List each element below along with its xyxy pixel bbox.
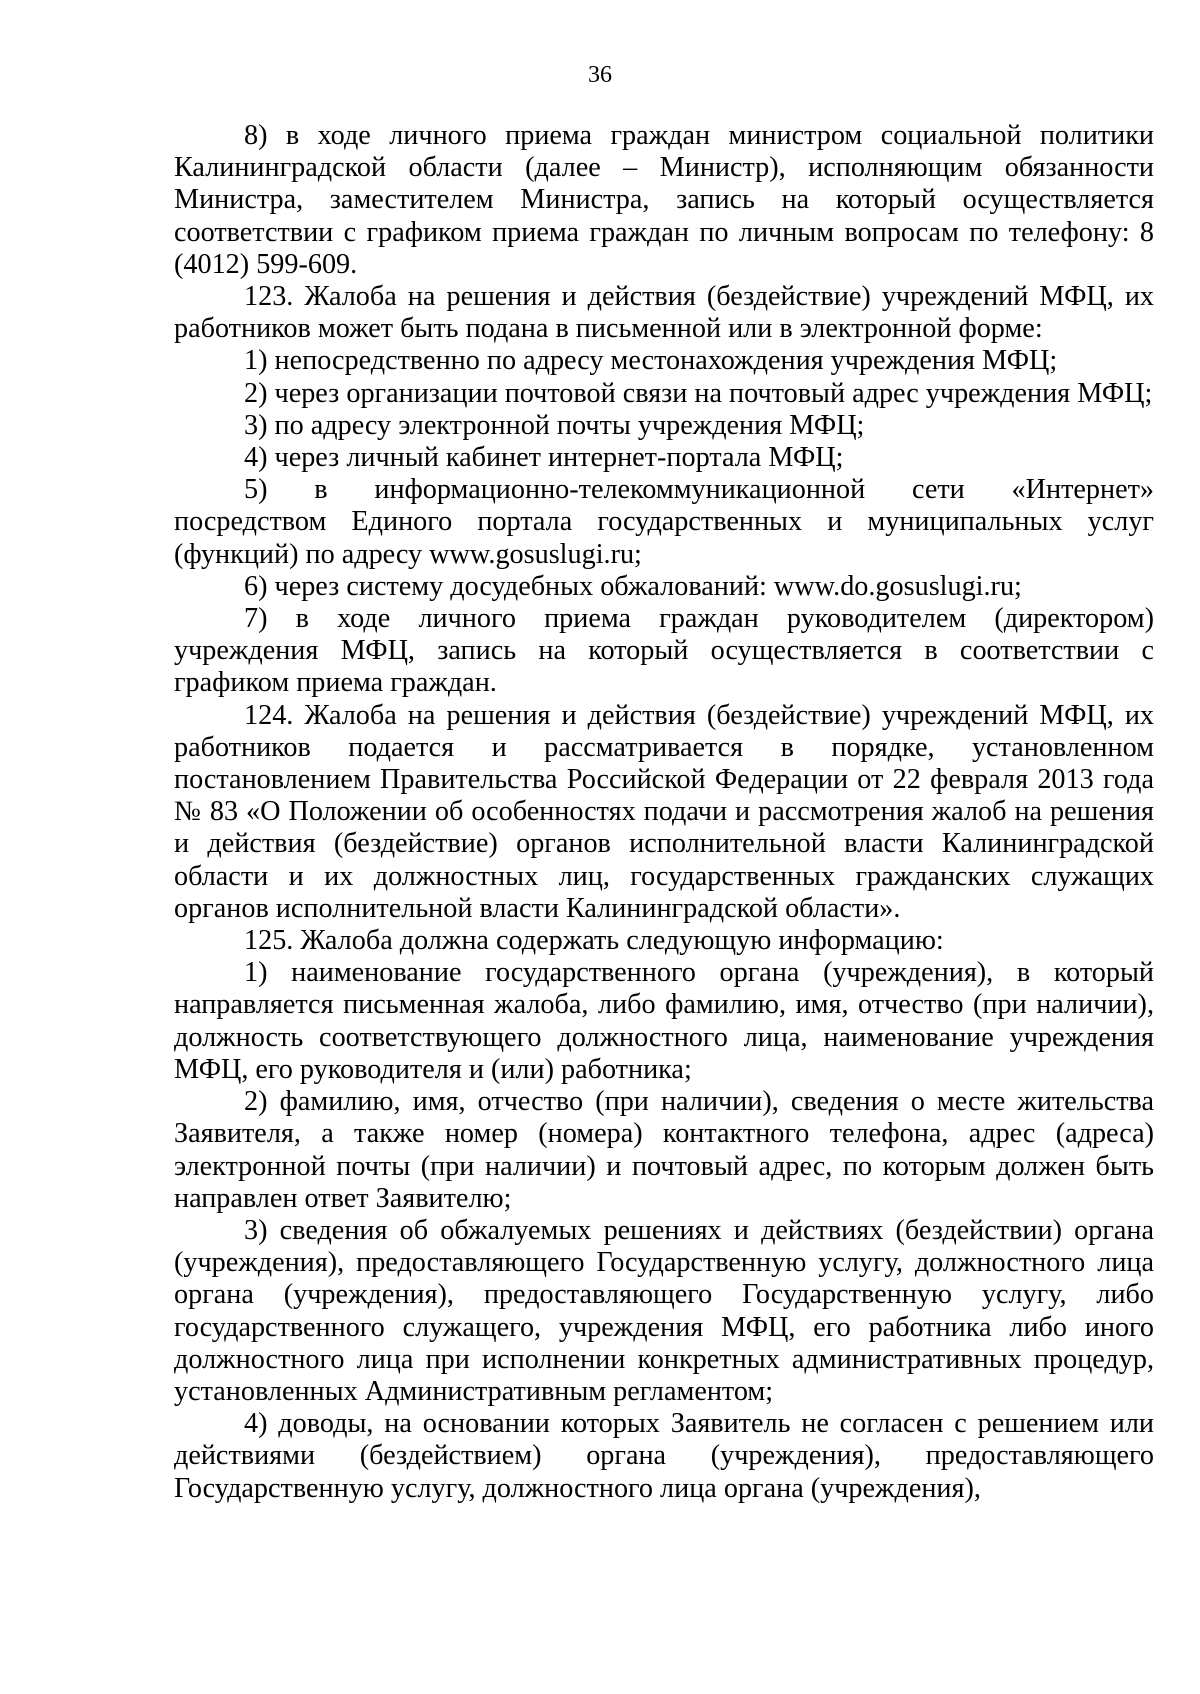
list-item-2: 2) через организации почтовой связи на почтовый адрес учреждения МФЦ; (244, 377, 1153, 409)
requirement-item-2: 2) фамилию, имя, отчество (при наличии), сведения о месте жительства Заявителя, а также номер (номера) контактного телефона, адрес (адреса) электронной почты (при наличии) и почтовый адрес, по которым должен быть направлен ответ Заявителю; (174, 1086, 1154, 1214)
requirement-item-4: 4) доводы, на основании которых Заявитель не согласен с решением или действиями (бездействием) органа (учреждения), предоставляющего Государственную услугу, должностного лица органа (учреждения), (174, 1408, 1154, 1504)
requirement-item-1: 1) наименование государственного органа (учреждения), в который направляется письменная жалоба, либо фамилию, имя, отчество (при наличии), должность соответствующего должностного лица, наименование учреждения МФЦ, его руководителя и (или) работника; (174, 957, 1154, 1085)
list-item-3: 3) по адресу электронной почты учреждения МФЦ; (244, 409, 865, 441)
page-number: 36 (588, 62, 612, 88)
paragraph-123: 123. Жалоба на решения и действия (бездействие) учреждений МФЦ, их работников может быть подана в письменной или в электронной форме: (174, 281, 1154, 345)
paragraph-124: 124. Жалоба на решения и действия (бездействие) учреждений МФЦ, их работников подается и рассматривается в порядке, установленном постановлением Правительства Российской Федерации от 22 февраля 2013 года № 83 «О Положении об особенностях подачи и рассмотрения жалоб на решения и действия (бездействие) органов исполнительной власти Калининградской области и их должностных лиц, государственных гражданских служащих органов исполнительной власти Калининградской области». (174, 699, 1154, 924)
list-item-5: 5) в информационно-телекоммуникационной сети «Интернет» посредством Единого портала государственных и муниципальных услуг (функций) по адресу www.gosuslugi.ru; (174, 474, 1154, 570)
paragraph-item-8: 8) в ходе личного приема граждан министром социальной политики Калининградской области (далее – Министр), исполняющим обязанности Министра, заместителем Министра, запись на который осуществляется соответствии с графиком приема граждан по личным вопросам по телефону: 8 (4012) 599-609. (174, 120, 1154, 280)
requirement-item-3: 3) сведения об обжалуемых решениях и действиях (бездействии) органа (учреждения), предоставляющего Государственную услугу, должностного лица органа (учреждения), предоставляющего Государственную услугу, либо государственного служащего, учреждения МФЦ, его работника либо иного должностного лица при исполнении конкретных административных процедур, установленных Административным регламентом; (174, 1214, 1154, 1407)
list-item-7: 7) в ходе личного приема граждан руководителем (директором) учреждения МФЦ, запись на который осуществляется в соответствии с графиком приема граждан. (174, 603, 1154, 699)
list-item-1: 1) непосредственно по адресу местонахождения учреждения МФЦ; (244, 345, 1058, 377)
list-item-6: 6) через систему досудебных обжалований: www.do.gosuslugi.ru; (244, 570, 1022, 602)
list-item-4: 4) через личный кабинет интернет-портала МФЦ; (244, 442, 844, 474)
paragraph-125: 125. Жалоба должна содержать следующую информацию: (244, 925, 944, 957)
document-body (174, 120, 1154, 1505)
